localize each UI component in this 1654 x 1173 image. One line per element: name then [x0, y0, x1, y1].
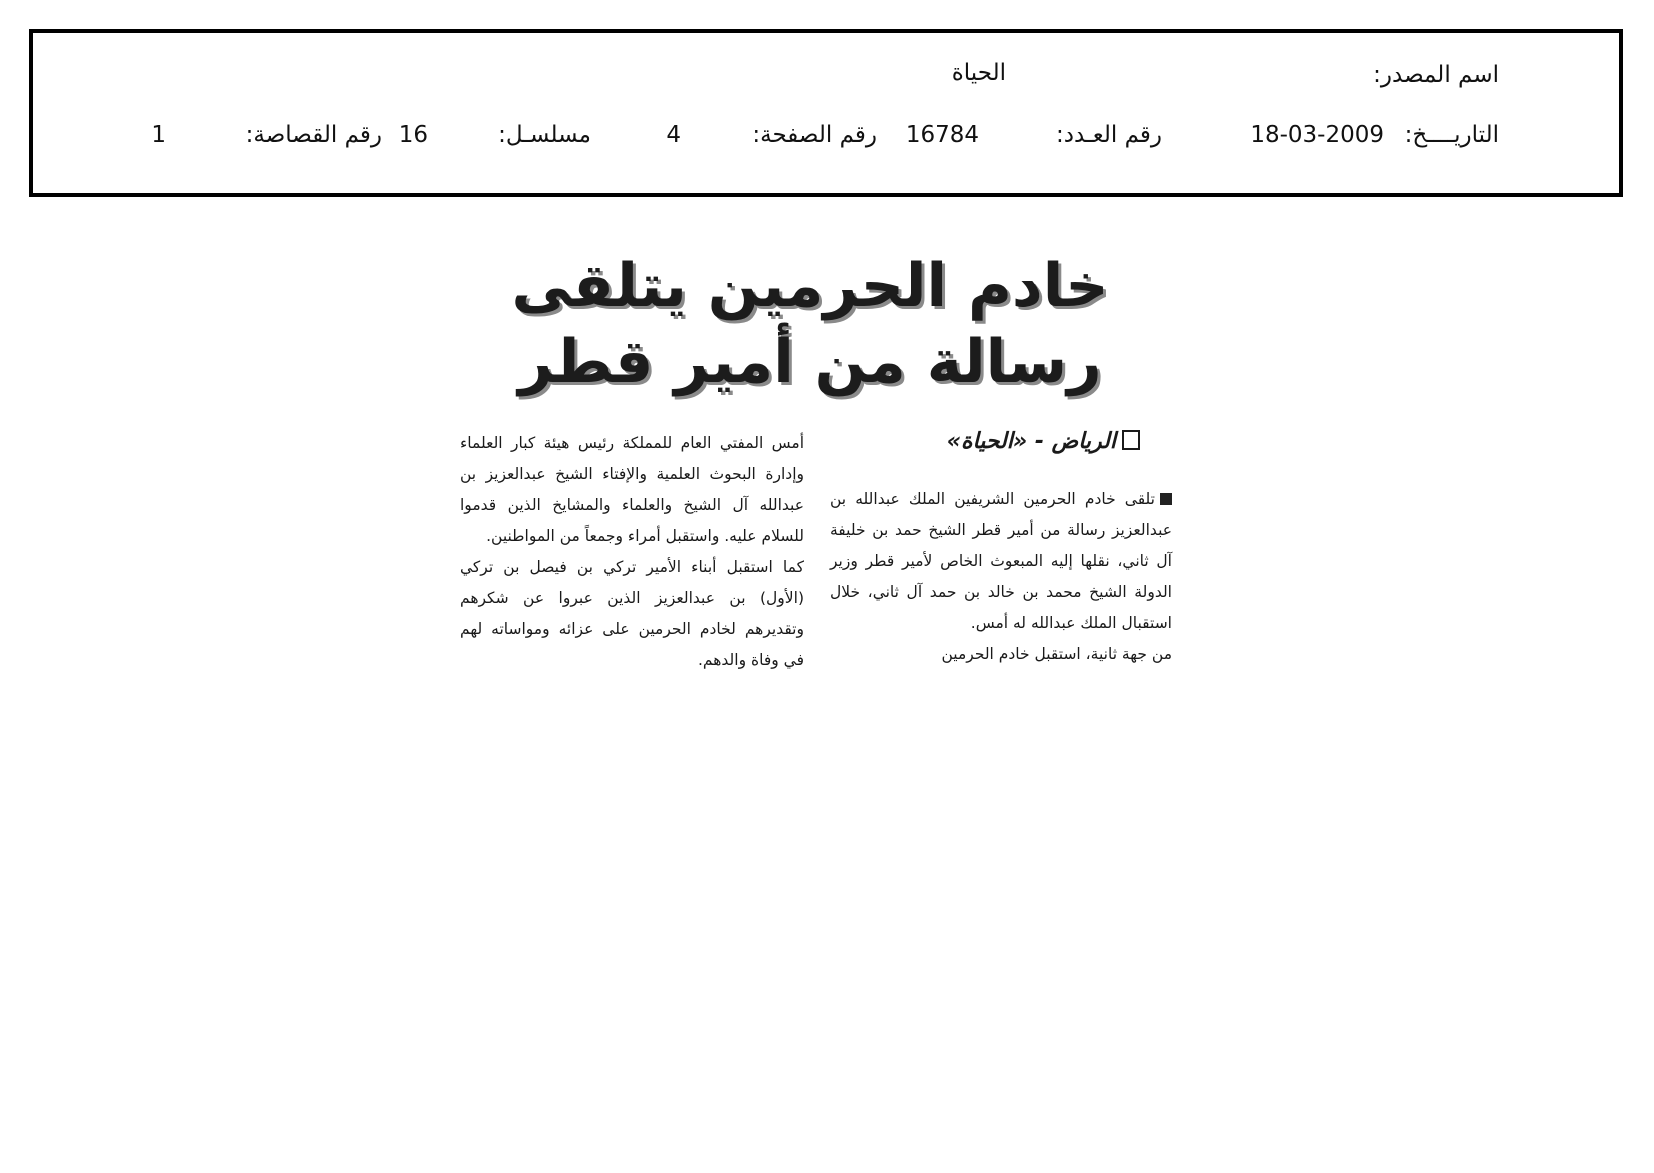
serial-value: 16	[398, 122, 428, 148]
page-number-value: 4	[666, 122, 681, 148]
issue-number-value: 16784	[905, 122, 979, 148]
article-dateline	[860, 428, 1140, 456]
clip-number-value: 1	[151, 122, 166, 148]
filled-square-icon	[1160, 493, 1172, 505]
date-value: 18-03-2009	[1250, 122, 1384, 148]
source-value: الحياة	[951, 60, 1006, 86]
article-column-right	[830, 484, 1172, 670]
clip-number-label: رقم القصاصة:	[245, 122, 382, 148]
headline-line-1: خادم الحرمين يتلقى	[511, 251, 1109, 321]
issue-number-label: رقم العـدد:	[1055, 122, 1162, 148]
article-headline	[500, 248, 1120, 400]
headline-line-2: رسالة من أمير قطر	[518, 327, 1102, 397]
page-number-label: رقم الصفحة:	[752, 122, 877, 148]
article-paragraph: من جهة ثانية، استقبل خادم الحرمين	[941, 645, 1172, 663]
paragraph-text: تلقى خادم الحرمين الشريفين الملك عبدالله بن عبدالعزيز رسالة من أمير قطر الشيخ حمد بن خليفة آل ثاني، نقلها إليه المبعوث الخاص لأمير قطر وزير الدولة الشيخ محمد بن خالد بن حمد آل ثاني، خلال استقبال الملك عبدالله له أمس.	[830, 490, 1172, 632]
article-paragraph: أمس المفتي العام للمملكة رئيس هيئة كبار العلماء وإدارة البحوث العلمية والإفتاء الشيخ عبدالعزيز بن عبدالله آل الشيخ والعلماء والمشايخ الذين قدموا للسلام عليه. واستقبل أمراء وجمعاً من المواطنين.	[460, 434, 804, 545]
dateline-text: الرياض - «الحياة»	[946, 429, 1116, 454]
source-label: اسم المصدر:	[1373, 62, 1499, 88]
article-paragraph	[830, 484, 1172, 639]
clipping-info-box	[29, 29, 1623, 197]
square-box-icon	[1122, 430, 1140, 450]
serial-label: مسلسـل:	[498, 122, 591, 148]
date-label: التاريــــخ:	[1404, 122, 1499, 148]
article-paragraph: كما استقبل أبناء الأمير تركي بن فيصل بن تركي (الأول) بن عبدالعزيز الذين عبروا عن شكرهم وتقديرهم لخادم الحرمين على عزائه ومواساته لهم في وفاة والدهم.	[460, 558, 804, 669]
article-column-left	[460, 428, 804, 676]
